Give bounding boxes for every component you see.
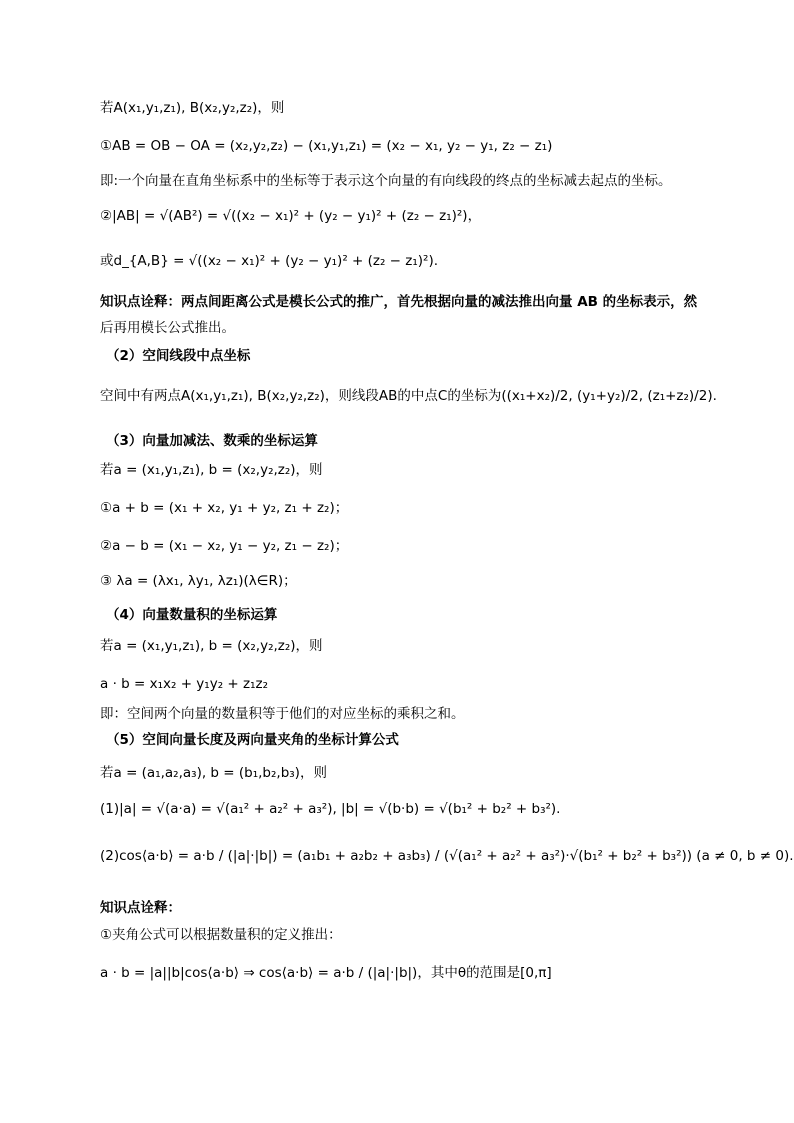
formula-line: 若a = (x₁,y₁,z₁), b = (x₂,y₂,z₂)，则	[100, 638, 323, 654]
formula-line: a · b = x₁x₂ + y₁y₂ + z₁z₂	[100, 676, 268, 692]
formula-line: (1)|a| = √(a·a) = √(a₁² + a₂² + a₃²), |b| = √(b·b) = √(b₁² + b₂² + b₃²).	[100, 801, 561, 817]
formula-line: 或d_{A,B} = √((x₂ − x₁)² + (y₂ − y₁)² + (z₂ − z₁)²).	[100, 253, 439, 269]
section-heading: （5）空间向量长度及两向量夹角的坐标计算公式	[106, 732, 399, 748]
formula-line: ③ λa = (λx₁, λy₁, λz₁)(λ∈R)；	[100, 573, 297, 589]
text-line: 后再用模长公式推出。	[100, 320, 235, 336]
formula-line: 空间中有两点A(x₁,y₁,z₁), B(x₂,y₂,z₂)，则线段AB的中点C的坐标为((x₁+x₂)/2, (y₁+y₂)/2, (z₁+z₂)/2).	[100, 388, 717, 404]
text-line: ①夹角公式可以根据数量积的定义推出：	[100, 927, 342, 943]
note-heading: 知识点诠释：	[100, 900, 181, 916]
formula-line: ①AB = OB − OA = (x₂,y₂,z₂) − (x₁,y₁,z₁) = (x₂ − x₁, y₂ − y₁, z₂ − z₁)	[100, 138, 553, 154]
formula-line: 若a = (a₁,a₂,a₃), b = (b₁,b₂,b₃)，则	[100, 765, 327, 781]
formula-line: ②|AB| = √(AB²) = √((x₂ − x₁)² + (y₂ − y₁)² + (z₂ − z₁)²)，	[100, 208, 482, 224]
section-heading: （4）向量数量积的坐标运算	[106, 607, 278, 623]
text-line: 若A(x₁,y₁,z₁), B(x₂,y₂,z₂)，则	[100, 100, 285, 116]
formula-line: 若a = (x₁,y₁,z₁), b = (x₂,y₂,z₂)，则	[100, 462, 323, 478]
text-line: 即：空间两个向量的数量积等于他们的对应坐标的乘积之和。	[100, 706, 465, 722]
formula-line: (2)cos⟨a·b⟩ = a·b / (|a|·|b|) = (a₁b₁ + a₂b₂ + a₃b₃) / (√(a₁² + a₂² + a₃²)·√(b₁² + b₂² + b₃²)) (a ≠ 0, b ≠ 0).	[100, 848, 794, 864]
formula-line: ①a + b = (x₁ + x₂, y₁ + y₂, z₁ + z₂)；	[100, 500, 349, 516]
section-heading: （3）向量加减法、数乘的坐标运算	[106, 433, 318, 449]
formula-line: ②a − b = (x₁ − x₂, y₁ − y₂, z₁ − z₂)；	[100, 538, 349, 554]
formula-line: a · b = |a||b|cos⟨a·b⟩ ⇒ cos⟨a·b⟩ = a·b / (|a|·|b|)，其中θ的范围是[0,π]	[100, 965, 552, 981]
text-line: 即:一个向量在直角坐标系中的坐标等于表示这个向量的有向线段的终点的坐标减去起点的坐标。	[100, 173, 672, 189]
section-heading: （2）空间线段中点坐标	[106, 348, 251, 364]
note-line: 知识点诠释：两点间距离公式是模长公式的推广，首先根据向量的减法推出向量 AB 的坐标表示，然	[100, 294, 698, 310]
